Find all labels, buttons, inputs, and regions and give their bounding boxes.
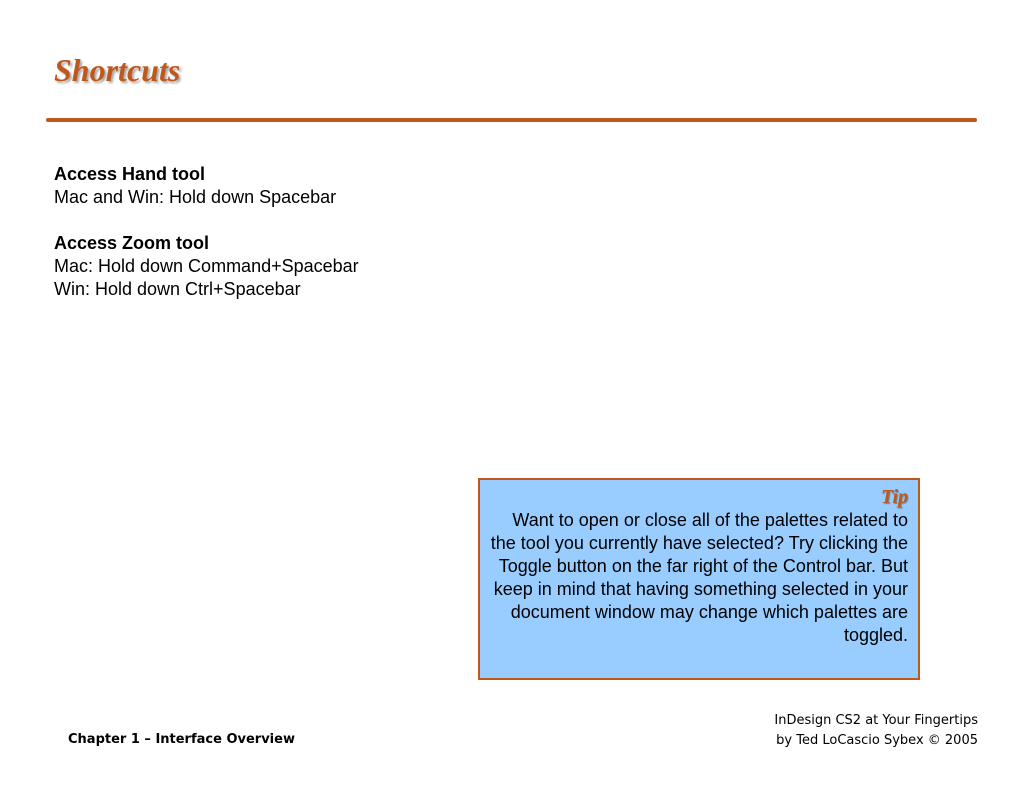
section-heading: Access Zoom tool: [54, 233, 210, 253]
shortcut-section-hand-tool: [54, 163, 574, 209]
tip-title: Tip: [880, 486, 908, 508]
shortcut-section-zoom-tool: [54, 232, 574, 301]
footer-chapter: Chapter 1 – Interface Overview: [68, 732, 295, 747]
shortcut-list: [54, 163, 574, 324]
section-line: Mac and Win: Hold down Spacebar: [54, 187, 337, 207]
section-heading: Access Hand tool: [54, 164, 206, 184]
footer-credits: [774, 711, 978, 751]
tip-body: Want to open or close all of the palettes related to the tool you currently have selected? Try clicking the Toggle button on the far right of the Control bar. But keep in mind that having something selected in your document window may change which palettes are toggled.: [490, 510, 908, 645]
section-line: Mac: Hold down Command+Spacebar: [54, 256, 359, 276]
footer-book-title: InDesign CS2 at Your Fingertips: [774, 713, 978, 728]
tip-box: [478, 478, 920, 680]
slide-title: Shortcuts: [54, 52, 181, 88]
footer-credit: by Ted LoCascio Sybex © 2005: [776, 733, 978, 748]
section-line: Win: Hold down Ctrl+Spacebar: [54, 279, 301, 299]
title-divider: [46, 118, 977, 122]
